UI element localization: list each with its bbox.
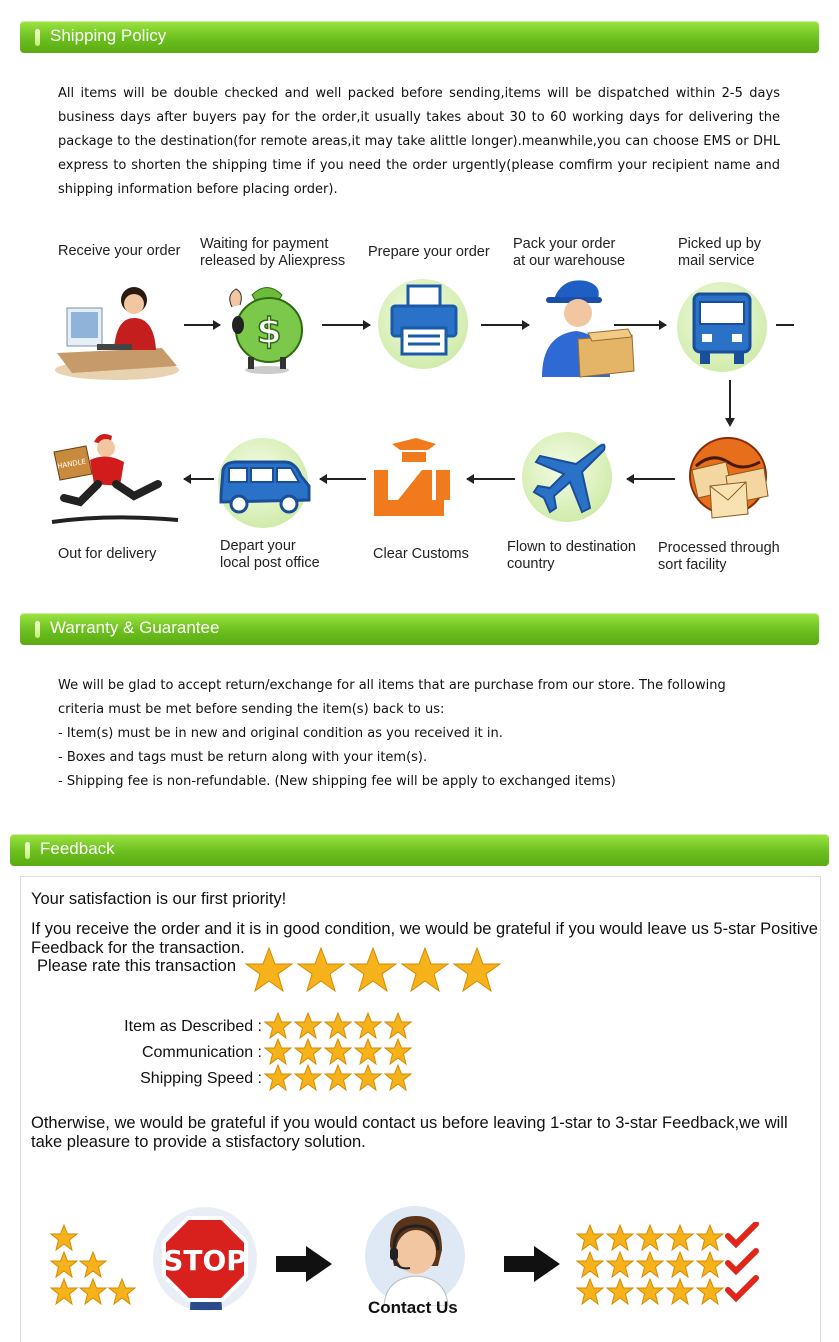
customs-officer-icon [370,438,462,518]
star-icon [577,1225,603,1250]
star-icon [607,1225,633,1250]
star-icon [607,1252,633,1277]
feedback-good-line-1: If you receive the order and it is in good condition, we would be grateful if you would leave us 5-star Positive [31,920,818,938]
star-icon [577,1252,603,1277]
star-row [577,1251,756,1277]
flow-arrow-1 [184,324,220,326]
flow-arrow-2 [322,324,370,326]
dollar-sign: $ [256,311,282,352]
feedback-otherwise-line-1: Otherwise, we would be grateful if you would contact us before leaving 1-star to 3-star Feedback,we will [31,1114,788,1132]
step-receive-label: Receive your order [58,243,181,259]
rating-stars [264,1012,414,1094]
star-icon [385,1013,411,1038]
shipping-policy-title: Shipping Policy [50,26,167,45]
flow-arrow-3 [481,324,529,326]
flow-arrow-down-head [725,418,735,427]
warranty-line: We will be glad to accept return/exchange for all items that are purchase from our store. The following [58,678,726,693]
feedback-rate-label: Please rate this transaction [37,957,237,975]
feedback-priority: Your satisfaction is our first priority! [31,890,287,908]
header-grip-icon [35,29,40,46]
header-grip-icon [25,842,30,859]
star-icon [697,1252,723,1277]
money-bag-icon [222,275,317,375]
flow-arrow-6 [320,478,366,480]
flow-arrow-5 [184,478,214,480]
star-icon [667,1225,693,1250]
check-icon [728,1278,756,1298]
warranty-line: - Shipping fee is non-refundable. (New shipping fee will be apply to exchanged items) [58,774,616,789]
step-processed-label: Processed through sort facility [658,540,780,573]
warranty-line: criteria must be met before sending the item(s) back to us: [58,702,445,717]
star-icon [697,1279,723,1304]
rating-row-shipping [265,1065,411,1090]
flow-arrow-8 [627,478,675,480]
delivery-runner-icon [50,430,182,530]
printer-icon [388,284,460,364]
warranty-line: - Item(s) must be in new and original condition as you received it in. [58,726,503,741]
star-icon [697,1225,723,1250]
flow-arrow-7 [467,478,515,480]
warranty-header [20,613,819,645]
header-grip-icon [35,621,40,638]
step-pack-label: Pack your order at our warehouse [513,236,626,269]
star-icon [298,948,344,991]
warranty-text [58,674,780,794]
star-row [577,1224,756,1250]
star-icon [295,1039,321,1064]
star-icon [109,1279,135,1304]
step-flown-label: Flown to destination country [507,539,636,572]
star-icon [80,1279,106,1304]
right-arrow-icon [274,1244,334,1284]
warehouse-worker-icon [536,273,636,381]
star-icon [402,948,448,991]
shipping-policy-header [20,21,819,53]
star-icon [454,948,500,991]
feedback-good-line-2: Feedback for the transaction. [31,939,245,957]
rating-row-item [265,1013,411,1038]
truck-icon [688,290,756,366]
check-icon [728,1224,756,1244]
star-icon [355,1013,381,1038]
star-icon [385,1039,411,1064]
step-prepare-label: Prepare your order [368,244,490,260]
feedback-otherwise-line-2: take pleasure to provide a stisfactory solution. [31,1133,366,1151]
star-icon [637,1225,663,1250]
star-row [577,1278,756,1304]
star-icon [295,1065,321,1090]
star-icon [325,1039,351,1064]
shipping-policy-paragraph: All items will be double checked and well packed before sending,items will be dispatched within 2-5 days business days after buyers pay for the order,it usually takes about 30 to 60 working days for delivering the package to the destination(for remote areas,it may take alittle longer).meanwhile,you can choose EMS or DHL express to shorten the shipping time if you need the order urgently(please comfirm your recipient name and shipping information before placing order). [58,86,780,197]
airplane-icon [530,438,610,518]
step-picked-label: Picked up by mail service [678,236,762,269]
flow-arrow-4 [614,324,666,326]
low-star-pyramid [48,1222,138,1306]
star-icon [667,1279,693,1304]
support-agent-icon [360,1206,470,1306]
van-icon [215,456,313,516]
star-icon [577,1279,603,1304]
star-icon [265,1013,291,1038]
star-icon [637,1279,663,1304]
rating-label-communication: Communication : [141,1044,262,1061]
star-icon [385,1065,411,1090]
star-icon [295,1013,321,1038]
step-depart-label: Depart your local post office [220,538,320,571]
flow-arrow-down [729,380,731,420]
check-icon [728,1251,756,1271]
computer-clerk-icon [52,278,182,383]
rating-label-shipping: Shipping Speed : [140,1070,262,1087]
star-icon [246,948,292,991]
warranty-title: Warranty & Guarantee [50,618,220,637]
star-icon [355,1039,381,1064]
star-icon [51,1279,77,1304]
star-icon [51,1225,77,1250]
star-icon [637,1252,663,1277]
star-icon [265,1039,291,1064]
right-arrow-icon [502,1244,562,1284]
rating-label-item: Item as Described : [124,1018,262,1035]
star-icon [355,1065,381,1090]
stop-sign-icon [150,1206,260,1312]
box-label: HANDLE [56,457,87,471]
feedback-title: Feedback [40,839,115,858]
star-icon [51,1252,77,1277]
star-icon [667,1252,693,1277]
star-icon [265,1065,291,1090]
star-icon [325,1013,351,1038]
warranty-line: - Boxes and tags must be return along with your item(s). [58,750,428,765]
star-icon [607,1279,633,1304]
step-customs-label: Clear Customs [373,546,469,562]
stop-text: STOP [163,1244,247,1277]
feedback-header [10,834,829,866]
rating-row-communication [265,1039,411,1064]
big-five-stars [244,946,504,996]
step-out-label: Out for delivery [58,546,157,562]
step-waiting-label: Waiting for payment released by Aliexpress [200,236,346,269]
flow-line-end [776,324,794,326]
five-star-rows-with-checks [576,1222,766,1306]
sort-facility-globe-icon [682,432,774,522]
star-icon [350,948,396,991]
star-icon [80,1252,106,1277]
star-icon [325,1065,351,1090]
contact-us-label: Contact Us [368,1298,458,1317]
